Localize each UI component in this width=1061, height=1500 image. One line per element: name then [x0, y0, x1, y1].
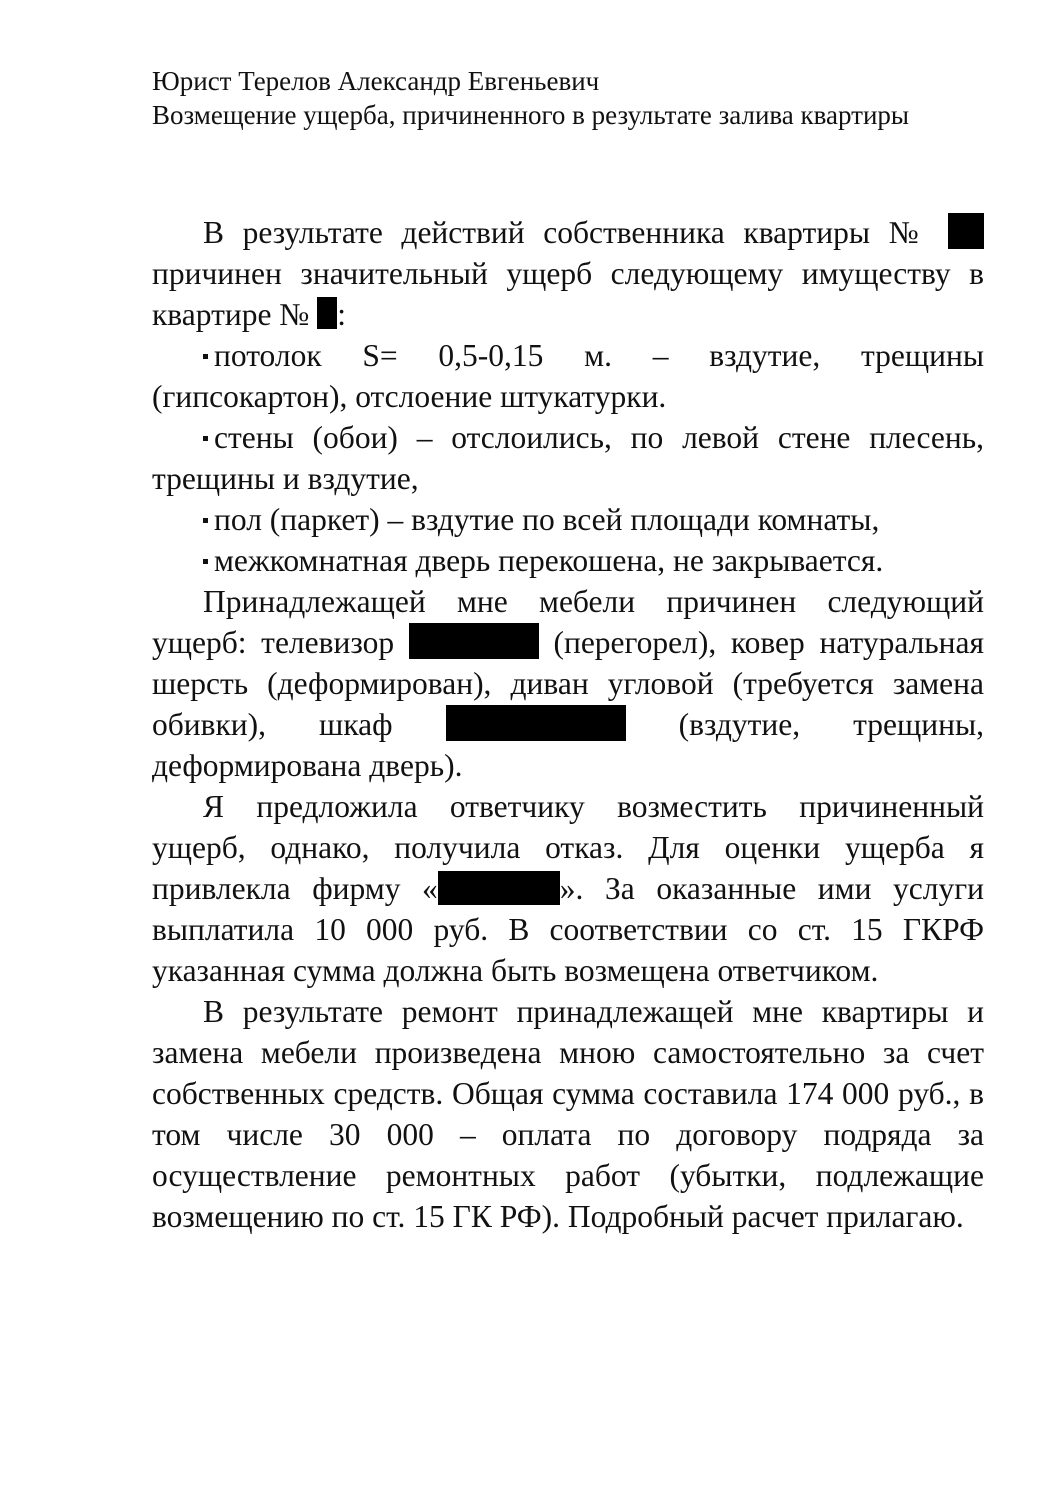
furniture-text-2: (перегорел), ковер натуральная шерсть (деформирован), диван угловой (требуется замена обивки), шкаф	[152, 625, 984, 742]
intro-text-3: :	[337, 297, 347, 332]
bullet-icon	[203, 559, 208, 564]
header-author: Юрист Терелов Александр Евгеньевич	[152, 66, 600, 96]
redaction-wardrobe-model	[446, 705, 626, 741]
header-subject: Возмещение ущерба, причиненного в результате залива квартиры	[152, 100, 910, 130]
damage-item-floor	[152, 499, 984, 540]
claim-text-2: ». За оказанные ими услуги выплатила 10 000 руб. В соответствии со ст. 15 ГКРФ указанная сумма должна быть возмещена ответчиком.	[152, 871, 984, 988]
damage-item-text: пол (паркет) – вздутие по всей площади комнаты,	[214, 502, 880, 537]
intro-text-2: причинен значительный ущерб следующему имуществу в квартире №	[152, 256, 984, 332]
intro-text-1: В результате действий собственника квартиры №	[203, 215, 930, 250]
claim-text-1: Я предложила ответчику возместить причиненный ущерб, однако, получила отказ. Для оценки ущерба я привлекла фирму «	[152, 789, 984, 906]
document-header	[152, 64, 1002, 132]
furniture-paragraph	[152, 581, 984, 786]
redaction-tv-model	[409, 623, 539, 659]
damage-item-ceiling	[152, 335, 984, 417]
damage-item-text: потолок S= 0,5-0,15 м. – вздутие, трещины (гипсокартон), отслоение штукатурки.	[152, 338, 984, 414]
damage-item-door	[152, 540, 984, 581]
damage-item-walls	[152, 417, 984, 499]
furniture-text-3: (вздутие, трещины, деформирована дверь).	[152, 707, 984, 783]
damage-item-text: стены (обои) – отслоились, по левой стене плесень, трещины и вздутие,	[152, 420, 984, 496]
redaction-firm-name	[438, 871, 560, 905]
damage-item-text: межкомнатная дверь перекошена, не закрывается.	[214, 543, 884, 578]
bullet-icon	[203, 436, 208, 441]
redaction-apartment-number-1	[948, 213, 984, 249]
repair-paragraph: В результате ремонт принадлежащей мне квартиры и замена мебели произведена мною самостоятельно за счет собственных средств. Общая сумма составила 174 000 руб., в том числе 30 000 – оплата по договору подряда за осуществление ремонтных работ (убытки, подлежащие возмещению по ст. 15 ГК РФ). Подробный расчет прилагаю.	[152, 994, 984, 1234]
intro-paragraph	[152, 212, 984, 335]
claim-paragraph	[152, 786, 984, 991]
redaction-apartment-number-2	[317, 297, 337, 329]
document-body	[152, 212, 984, 1237]
bullet-icon	[203, 354, 208, 359]
bullet-icon	[203, 518, 208, 523]
furniture-text-1: Принадлежащей мне мебели причинен следующий ущерб: телевизор	[152, 584, 984, 660]
